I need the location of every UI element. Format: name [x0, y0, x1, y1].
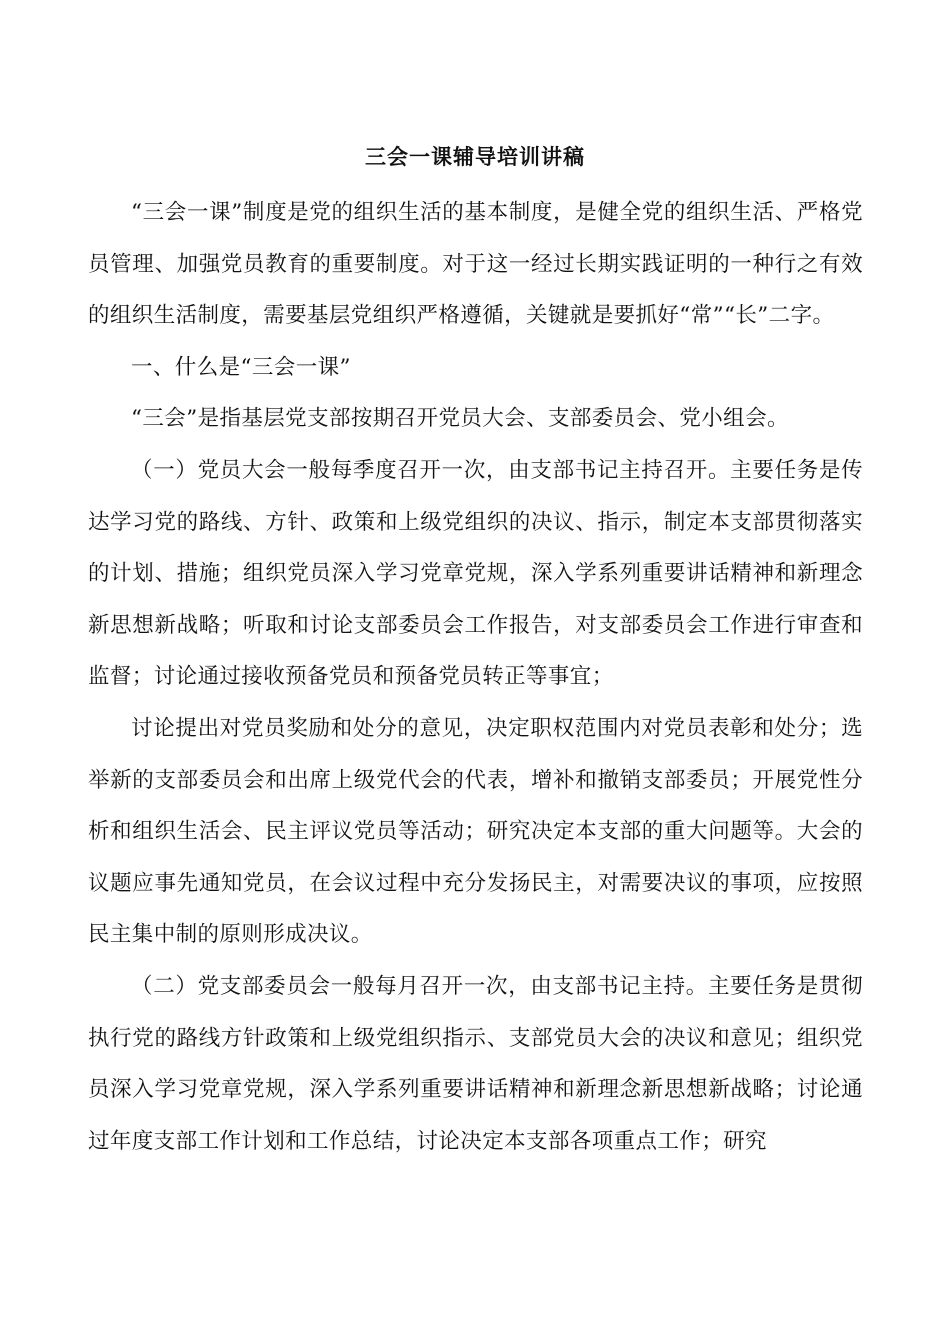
paragraph-congress-continued: 讨论提出对党员奖励和处分的意见，决定职权范围内对党员表彰和处分；选举新的支部委员会和出席上级党代会的代表，增补和撤销支部委员；开展党性分析和组织生活会、民主评议党员等活动；研究决定本支部的重大问题等。大会的议题应事先通知党员，在会议过程中充分发扬民主，对需要决议的事项，应按照民主集中制的原则形成决议。 — [88, 715, 863, 948]
section-heading: 一、什么是“三会一课” — [131, 354, 351, 380]
paragraph-member-congress: （一）党员大会一般每季度召开一次，由支部书记主持召开。主要任务是传达学习党的路线、方针、政策和上级党组织的决议、指示，制定本支部贯彻落实的计划、措施；组织党员深入学习党章党规，深入学系列重要讲话精神和新理念新思想新战略；听取和讨论支部委员会工作报告，对支部委员会工作进行审查和监督；讨论通过接收预备党员和预备党员转正等事宜； — [88, 457, 863, 690]
document-title: 三会一课辅导培训讲稿 — [365, 145, 585, 169]
paragraph-intro: “三会一课”制度是党的组织生活的基本制度，是健全党的组织生活、严格党员管理、加强党员教育的重要制度。对于这一经过长期实践证明的一种行之有效的组织生活制度，需要基层党组织严格遵循，关键就是要抓好“常”“长”二字。 — [88, 200, 863, 329]
paragraph-branch-committee: （二）党支部委员会一般每月召开一次，由支部书记主持。主要任务是贯彻执行党的路线方针政策和上级党组织指示、支部党员大会的决议和意见；组织党员深入学习党章党规，深入学系列重要讲话精神和新理念新思想新战略；讨论通过年度支部工作计划和工作总结，讨论决定本支部各项重点工作；研究 — [88, 973, 863, 1154]
document-body — [88, 187, 863, 1167]
paragraph-three-meetings: “三会”是指基层党支部按期召开党员大会、支部委员会、党小组会。 — [131, 406, 789, 432]
